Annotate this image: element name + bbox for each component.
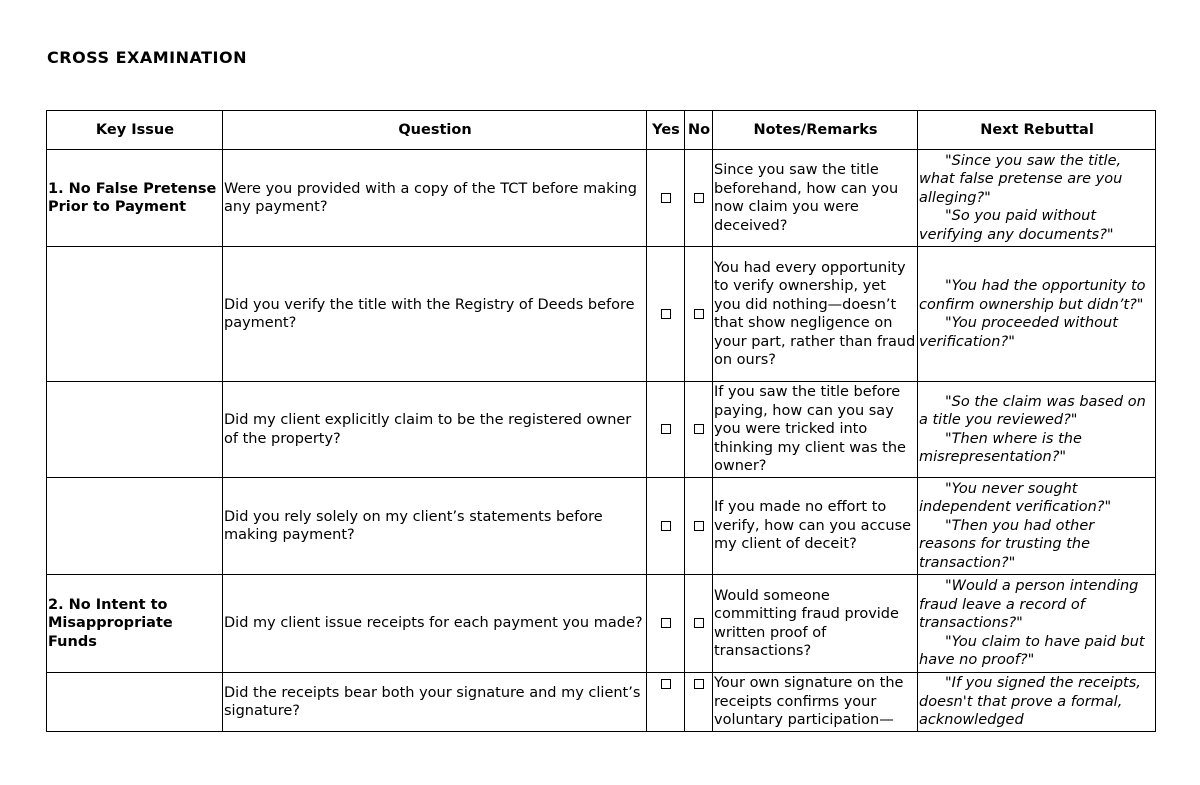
header-question: Question	[223, 111, 647, 150]
rebuttal-line-2: "You proceeded without verification?"	[919, 315, 1118, 350]
key-issue-cell	[47, 673, 223, 732]
yes-cell	[647, 575, 685, 673]
question-cell: Did my client issue receipts for each payment you made?	[223, 575, 647, 673]
rebuttal-cell	[918, 150, 1156, 247]
rebuttal-line-2: "Then you had other reasons for trusting the transaction?"	[919, 517, 1095, 571]
table-row	[47, 150, 1156, 247]
no-checkbox[interactable]	[694, 679, 704, 689]
notes-cell: Would someone committing fraud provide written proof of transactions?	[713, 575, 918, 673]
yes-cell	[647, 673, 685, 732]
rebuttal-cell	[918, 247, 1156, 382]
rebuttal-line-2: "You claim to have paid but have no proof?"	[919, 633, 1145, 669]
yes-checkbox[interactable]	[661, 679, 671, 689]
no-cell	[685, 478, 713, 575]
no-cell	[685, 382, 713, 478]
table-row	[47, 673, 1156, 732]
table-row	[47, 247, 1156, 382]
yes-cell	[647, 478, 685, 575]
no-checkbox[interactable]	[694, 521, 704, 531]
key-issue-cell	[47, 382, 223, 478]
rebuttal-cell	[918, 478, 1156, 575]
notes-cell: You had every opportunity to verify ownership, yet you did nothing—doesn’t that show negligence on your part, rather than fraud on ours?	[713, 247, 918, 382]
notes-cell: If you made no effort to verify, how can you accuse my client of deceit?	[713, 478, 918, 575]
no-cell	[685, 150, 713, 247]
key-issue-cell: 1. No False Pretense Prior to Payment	[47, 150, 223, 247]
rebuttal-line-1: "Since you saw the title, what false pretense are you alleging?"	[919, 152, 1123, 206]
rebuttal-line-2: "So you paid without verifying any documents?"	[919, 208, 1114, 243]
table-row	[47, 575, 1156, 673]
rebuttal-line-1: "You had the opportunity to confirm ownership but didn’t?"	[919, 278, 1146, 313]
no-checkbox[interactable]	[694, 618, 704, 628]
rebuttal-line-2: "Then where is the misrepresentation?"	[919, 430, 1082, 465]
no-cell	[685, 575, 713, 673]
table-row	[47, 382, 1156, 478]
rebuttal-cell	[918, 575, 1156, 673]
key-issue-cell: 2. No Intent to Misappropriate Funds	[47, 575, 223, 673]
page-title: CROSS EXAMINATION	[47, 48, 247, 67]
yes-cell	[647, 247, 685, 382]
rebuttal-cell	[918, 673, 1156, 732]
rebuttal-line-1: "You never sought independent verification?"	[919, 480, 1112, 516]
notes-cell: If you saw the title before paying, how can you say you were tricked into thinking my client was the owner?	[713, 382, 918, 478]
rebuttal-line-1: "So the claim was based on a title you reviewed?"	[919, 393, 1146, 428]
header-key-issue: Key Issue	[47, 111, 223, 150]
question-cell: Did you verify the title with the Registry of Deeds before payment?	[223, 247, 647, 382]
rebuttal-cell	[918, 382, 1156, 478]
yes-checkbox[interactable]	[661, 193, 671, 203]
header-yes: Yes	[647, 111, 685, 150]
cross-examination-table	[46, 110, 1156, 732]
rebuttal-line-1: "Would a person intending fraud leave a record of transactions?"	[919, 578, 1139, 632]
question-cell: Did you rely solely on my client’s statements before making payment?	[223, 478, 647, 575]
no-cell	[685, 673, 713, 732]
yes-checkbox[interactable]	[661, 424, 671, 434]
header-row	[47, 111, 1156, 150]
yes-cell	[647, 382, 685, 478]
key-issue-cell	[47, 478, 223, 575]
notes-cell: Your own signature on the receipts confirms your voluntary participation—	[713, 673, 918, 732]
table-row	[47, 478, 1156, 575]
question-cell: Did my client explicitly claim to be the registered owner of the property?	[223, 382, 647, 478]
no-checkbox[interactable]	[694, 424, 704, 434]
header-rebuttal: Next Rebuttal	[918, 111, 1156, 150]
no-cell	[685, 247, 713, 382]
yes-checkbox[interactable]	[661, 521, 671, 531]
notes-cell: Since you saw the title beforehand, how can you now claim you were deceived?	[713, 150, 918, 247]
header-notes: Notes/Remarks	[713, 111, 918, 150]
no-checkbox[interactable]	[694, 193, 704, 203]
header-no: No	[685, 111, 713, 150]
yes-checkbox[interactable]	[661, 309, 671, 319]
question-cell: Did the receipts bear both your signature and my client’s signature?	[223, 673, 647, 732]
rebuttal-line-1: "If you signed the receipts, doesn't that prove a formal, acknowledged	[919, 675, 1141, 729]
key-issue-cell	[47, 247, 223, 382]
question-cell: Were you provided with a copy of the TCT before making any payment?	[223, 150, 647, 247]
no-checkbox[interactable]	[694, 309, 704, 319]
yes-cell	[647, 150, 685, 247]
yes-checkbox[interactable]	[661, 618, 671, 628]
